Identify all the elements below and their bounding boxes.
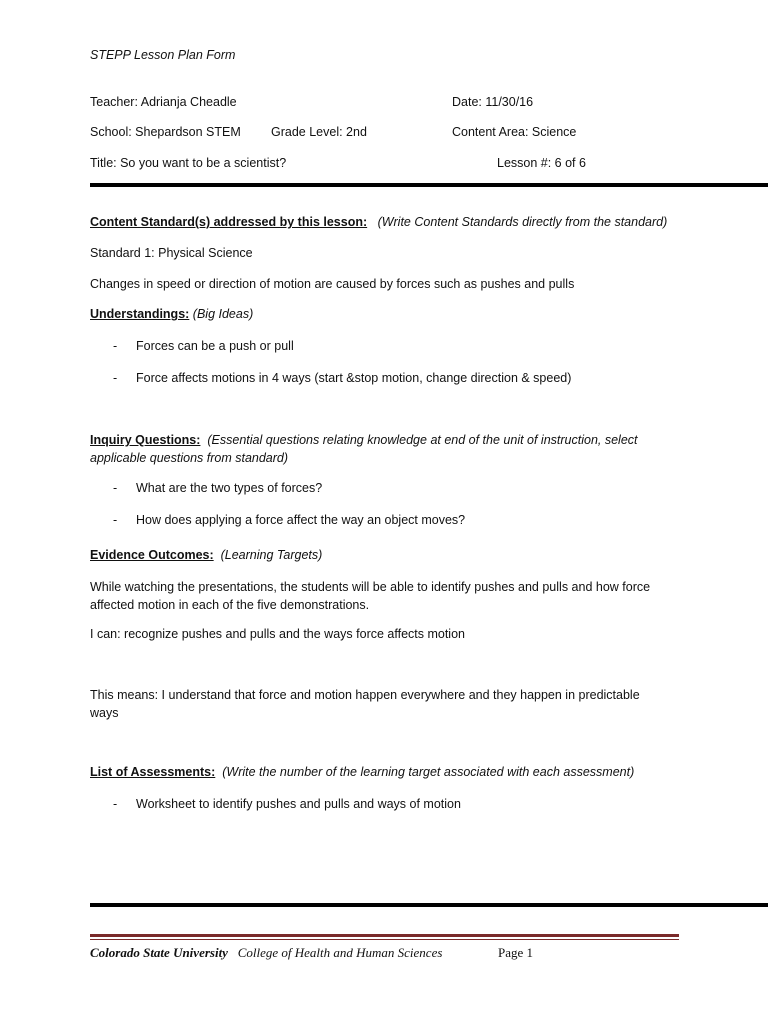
footer-page-number: Page 1 [498,945,534,960]
date-field: Date: 11/30/16 [452,95,534,109]
assessment-item-1: Worksheet to identify pushes and pulls and ways of motion [136,797,461,811]
assessments-hint: (Write the number of the learning target associated with each assessment) [222,765,635,779]
lesson-number-field: Lesson #: 6 of 6 [497,156,586,170]
bullet-dash: - [113,797,118,811]
i-can-statement: I can: recognize pushes and pulls and the ways force affects motion [90,627,465,641]
bullet-dash: - [113,339,118,353]
standard-name: Standard 1: Physical Science [90,246,253,260]
understandings-heading [90,307,253,321]
inquiry-heading [90,431,670,467]
evidence-hint: (Learning Targets) [220,548,323,562]
title-field: Title: So you want to be a scientist? [90,156,287,170]
teacher-field: Teacher: Adrianja Cheadle [90,95,237,109]
understandings-hint: (Big Ideas) [192,307,254,321]
footer-college: College of Health and Human Sciences [237,945,443,960]
school-field: School: Shepardson STEM [90,125,241,139]
assessments-heading [90,765,634,779]
content-area-field: Content Area: Science [452,125,577,139]
this-means-statement: This means: I understand that force and motion happen everywhere and they happen in predictable ways [90,688,640,720]
footer-university: Colorado State University [90,945,228,960]
form-title: STEPP Lesson Plan Form [90,48,236,62]
bullet-dash: - [113,481,118,495]
inquiry-hint: (Essential questions relating knowledge at end of the unit of instruction, select applicable questions from standard) [90,433,638,465]
understanding-item-2: Force affects motions in 4 ways (start &stop motion, change direction & speed) [136,371,572,385]
content-standard-label: Content Standard(s) addressed by this lesson: [90,215,368,229]
understanding-item-1: Forces can be a push or pull [136,339,294,353]
inquiry-label: Inquiry Questions: [90,433,201,447]
evidence-label: Evidence Outcomes: [90,548,214,562]
footer-rule-thick [90,934,679,937]
evidence-heading [90,548,322,562]
standard-description: Changes in speed or direction of motion are caused by forces such as pushes and pulls [90,277,575,291]
assessments-label: List of Assessments: [90,765,216,779]
content-standard-heading [90,215,667,229]
inquiry-item-1: What are the two types of forces? [136,481,323,495]
bullet-dash: - [113,371,118,385]
inquiry-item-2: How does applying a force affect the way an object moves? [136,513,466,527]
content-standard-hint: (Write Content Standards directly from the standard) [377,215,668,229]
footer [90,945,442,961]
grade-level-field: Grade Level: 2nd [271,125,367,139]
bottom-divider [90,903,768,907]
header-divider [90,183,768,187]
footer-rule-thin [90,939,679,940]
bullet-dash: - [113,513,118,527]
evidence-paragraph: While watching the presentations, the students will be able to identify pushes and pulls and how force affected motion in each of the five demonstrations. [90,580,651,612]
understandings-label: Understandings: [90,307,190,321]
